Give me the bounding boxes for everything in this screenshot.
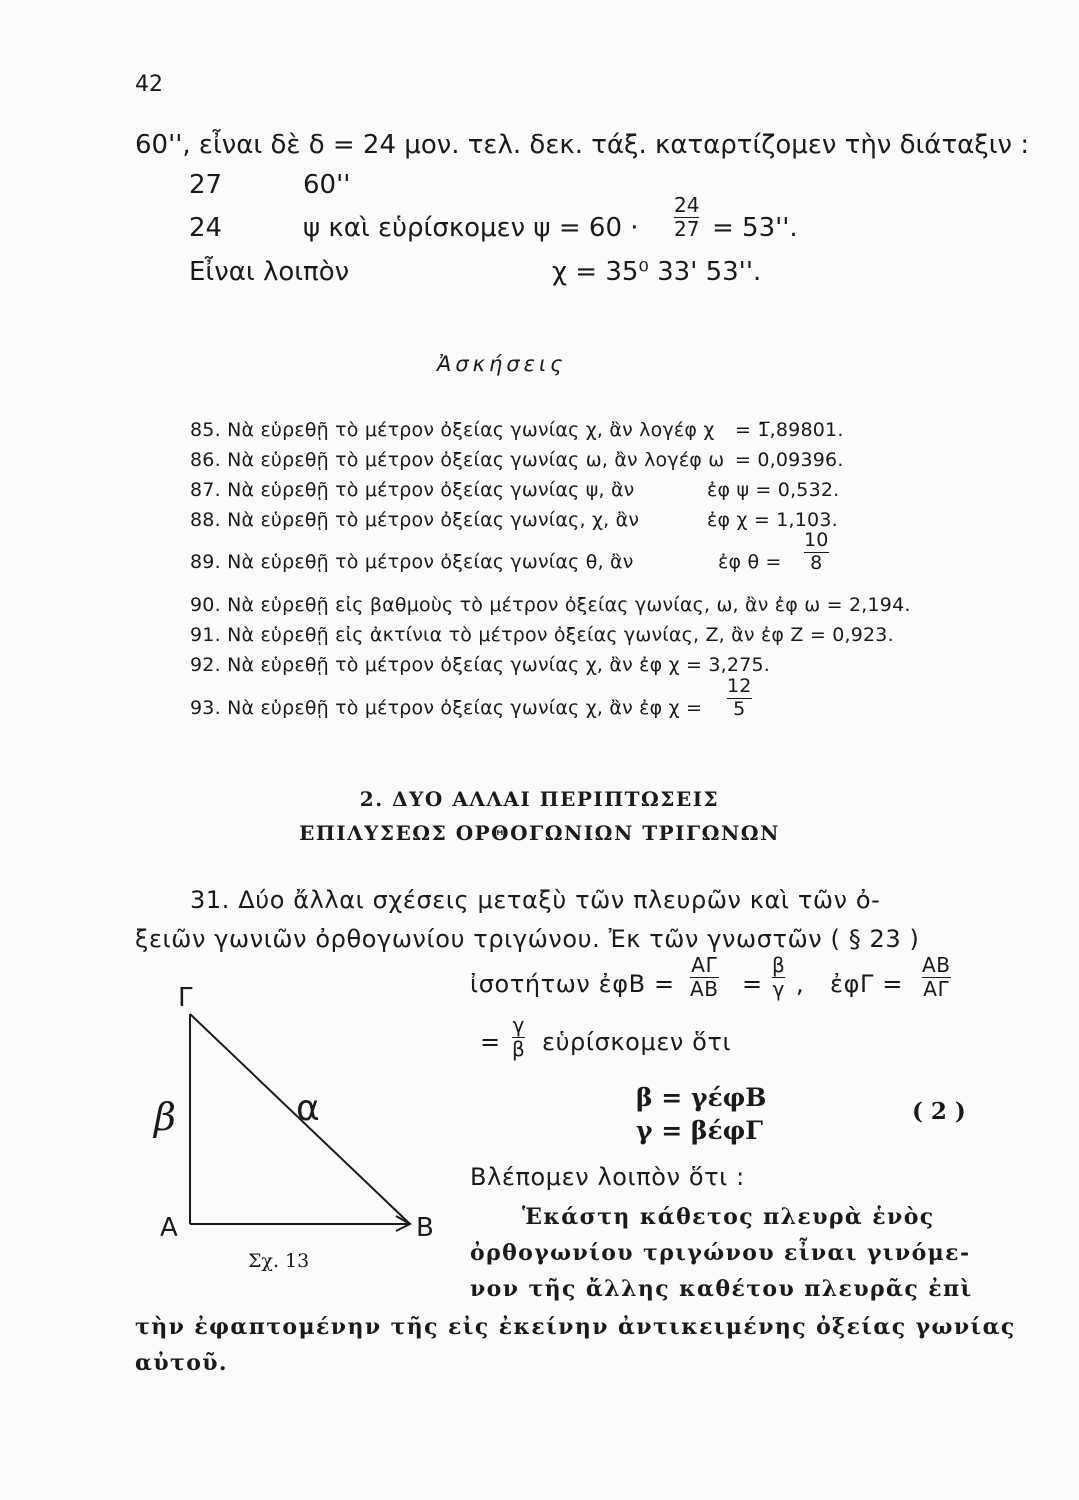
equation-1-fraction-2: β γ [772,953,786,1001]
exercise-93: 93. Νὰ εὑρεθῇ τὸ μέτρον ὀξείας γωνίας χ, ἂν ἐφ χ = [190,697,703,719]
intro-row4-right: χ = 35⁰ 33' 53''. [552,257,762,287]
exercise-89: 89. Νὰ εὑρεθῇ τὸ μέτρον ὀξείας γωνίας θ, ἂν [190,551,634,573]
section-heading-line-2: ΕΠΙΛΥΣΕΩΣ ΟΡΘΟΓΩΝΙΩΝ ΤΡΙΓΩΝΩΝ [299,821,780,845]
equation-1-comma: , [796,970,805,998]
rule-line-1: Ἑκάστη κάθετος πλευρὰ ἑνὸς [522,1204,935,1230]
exercise-86-value: = 0,09396. [735,449,844,471]
exercise-85-value: = 1̅,89801. [735,419,844,441]
side-a-label: α [296,1088,320,1129]
exercise-87: 87. Νὰ εὑρεθῇ τὸ μέτρον ὀξείας γωνίας ψ, ἂν [190,479,635,501]
rule-line-3: νον τῆς ἄλλης καθέτου πλευρᾶς ἐπὶ [470,1276,973,1302]
exercise-89-fraction: 10 8 [804,529,829,574]
formula-beta: β = γέφΒ [636,1083,767,1112]
formula-tag: ( 2 ) [912,1098,966,1125]
rule-line-4: τὴν ἐφαπτομένην τῆς εἰς ἐκείνην ἀντικειμένης ὀξείας γωνίας [135,1314,1016,1340]
exercise-85: 85. Νὰ εὑρεθῇ τὸ μέτρον ὀξείας γωνίας χ, ἂν λογέφ χ [190,419,715,441]
paragraph-line-2: ξειῶν γωνιῶν ὀρθογωνίου τριγώνου. Ἐκ τῶν γνωστῶν ( § 23 ) [135,925,920,953]
vertex-alpha-label: Α [160,1213,178,1243]
exercise-88: 88. Νὰ εὑρεθῇ τὸ μέτρον ὀξείας γωνίας, χ, ἂν [190,509,640,531]
exercise-91: 91. Νὰ εὑρεθῇ εἰς ἀκτίνια τὸ μέτρον ὀξείας γωνίας, Ζ, ἂν ἐφ Ζ = 0,923. [190,624,894,646]
conclusion-intro: Βλέπομεν λοιπὸν ὅτι : [470,1163,745,1191]
section-heading-line-1: 2. ΔΥΟ ΑΛΛΑΙ ΠΕΡΙΠΤΩΣΕΙΣ [359,787,720,811]
vertex-gamma-label: Γ [178,983,193,1013]
rule-line-2: ὀρθογωνίου τριγώνου εἶναι γινόμε- [470,1240,971,1266]
equation-1-mid: ἐφΓ = [830,970,903,998]
intro-row2-right: 60'' [303,170,351,200]
exercises-title: Ἀσκήσεις [437,352,567,376]
intro-row3-mid: ψ καὶ εὑρίσκομεν ψ = 60 · [303,213,639,243]
intro-fraction-num: 24 [674,193,700,217]
equation-1-prefix: ἰσοτήτων ἐφΒ = [470,970,675,998]
vertex-beta-label: Β [416,1213,434,1243]
intro-row3-end: = 53''. [712,213,798,243]
equation-2-prefix: = [480,1028,501,1056]
triangle-figure [140,980,440,1280]
intro-fraction-den: 27 [674,217,700,241]
intro-row2-left: 27 [189,170,223,200]
exercise-88-value: ἐφ χ = 1,103. [707,509,838,531]
exercise-86: 86. Νὰ εὑρεθῇ τὸ μέτρον ὀξείας γωνίας ω, ἂν λογέφ ω [190,449,725,471]
exercise-89-value: ἐφ θ = [718,551,782,573]
equation-1-equals: = [742,970,763,998]
intro-line-1: 60'', εἶναι δὲ δ = 24 μον. τελ. δεκ. τάξ. καταρτίζομεν τὴν διάταξιν : [135,130,1030,160]
paragraph-line-1: 31. Δύο ἄλλαι σχέσεις μεταξὺ τῶν πλευρῶν καὶ τῶν ὀ- [190,886,881,914]
equation-1-fraction-1: ΑΓ ΑΒ [690,953,719,1001]
exercise-87-value: ἐφ ψ = 0,532. [707,479,840,501]
equation-2-fraction: γ β [512,1013,526,1061]
page-number: 42 [135,72,163,97]
exercise-92: 92. Νὰ εὑρεθῇ τὸ μέτρον ὀξείας γωνίας χ, ἂν ἐφ χ = 3,275. [190,654,771,676]
intro-fraction [674,195,699,240]
equation-2-suffix: εὑρίσκομεν ὅτι [542,1028,732,1056]
exercise-93-fraction: 12 5 [727,675,752,720]
exercise-90: 90. Νὰ εὑρεθῇ εἰς βαθμοὺς τὸ μέτρον ὀξείας γωνίας, ω, ἂν ἐφ ω = 2,194. [190,594,911,616]
side-b-label: β [154,1095,176,1139]
rule-line-5: αὐτοῦ. [135,1350,228,1376]
formula-gamma: γ = βέφΓ [636,1116,764,1145]
intro-row4-left: Εἶναι λοιπὸν [189,257,350,287]
equation-1-fraction-3: ΑΒ ΑΓ [922,953,951,1001]
figure-caption: Σχ. 13 [248,1250,310,1272]
intro-row3-left: 24 [189,213,223,243]
